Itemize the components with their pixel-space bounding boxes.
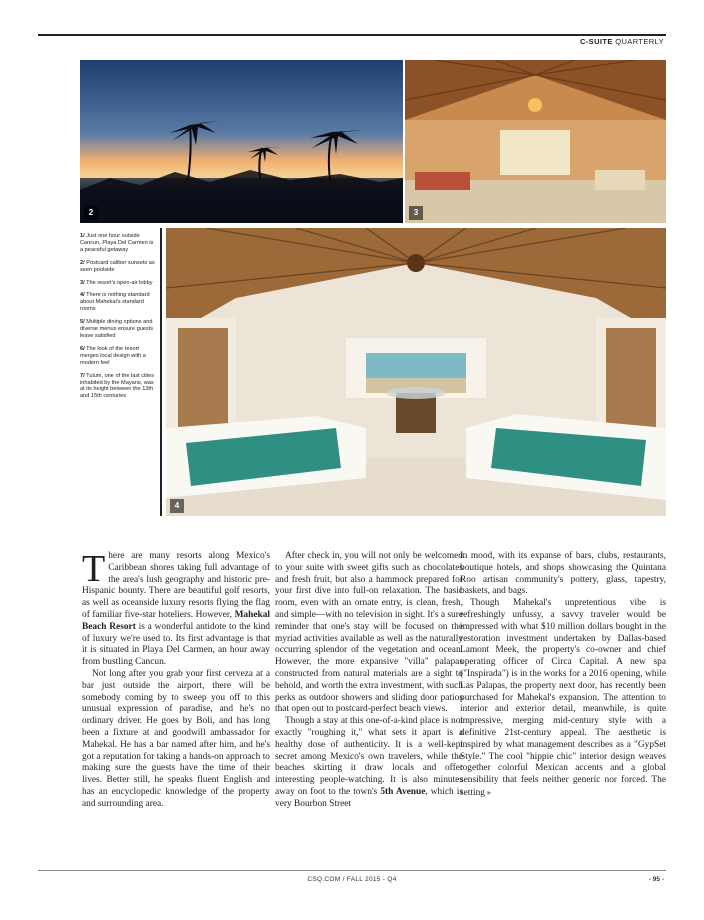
lobby-image xyxy=(405,60,666,223)
article-column-1 xyxy=(82,551,270,861)
header-rule xyxy=(38,34,666,36)
caption-item xyxy=(80,260,158,274)
page-number: - 95 - xyxy=(648,876,664,883)
caption-number: 4/ xyxy=(80,292,85,299)
caption-text: Just one hour outside Cancun, Playa Del Carmen is a peaceful getaway xyxy=(80,233,154,253)
header-brand: C-SUITE QUARTERLY xyxy=(579,37,664,46)
photo-captions xyxy=(80,233,158,513)
article-paragraph: Not long after you grab your first cerveza at a bar just outside the airport, there will be somebody coming by to sweep you off to this unusual expression of paradise, and he's no ordinary driver. He goes by Boli, and has long been a fixture at and goodwill ambassador for Mahekal. He has a bar named after him, and he's got a reputation for taking a hands-on approach to making sure the guests have the time of their lives. Better still, he speaks fluent English and has an encyclopedic knowledge of the property and surrounding area. xyxy=(82,668,270,809)
continue-arrow-icon: ▸ xyxy=(487,787,492,797)
caption-number: 7/ xyxy=(80,372,85,379)
article-paragraph: After check in, you will not only be welcomed to your suite with sweet gifts such as chocolates and fresh fruit, but also a hammock prepared for your first dive into full-on relaxation. The basic room, even with an ornate entry, is clean, fresh, and simple—with no television in sight. It's a sure reminder that one's stay will be focused on the myriad activities available as well as the naturally occurring splendor of the vegetation and ocean. However, the more expansive "villa" palapas constructed from natural materials are a sight to behold, and worth the extra investment, with such perks as outdoor showers and sliding door patios that open out to postcard-perfect beach views. xyxy=(275,551,463,715)
caption-item xyxy=(80,280,158,287)
photo-sunset-pool xyxy=(80,60,403,223)
article-paragraph: in mood, with its expanse of bars, clubs, restaurants, boutique hotels, and shops showcasing the Quintana Roo artisan community's pottery, glass, tapestry, baskets, and bags. xyxy=(460,551,666,597)
article-paragraph: Though Mahekal's unpretentious vibe is refreshingly unfussy, a savvy traveler would be impressed with what $10 million dollars bought in the restoration investment undertaken by Dallas-based Lamont Meek, the property's co-owner and chief operating officer of Circa Capital. A new spa ("Inspirada") is in the works for a 2016 opening, while Las Palapas, the property next door, has recently been purchased for Mahekal's expansion. The attention to interior and exterior detail, meanwhile, is quite impressive, merging mid-century style with a definitive 21st-century appeal. The aesthetic is inspired by what management describes as a "GypSet Style." The cool "hippie chic" interior design weaves together colorful Mexican accents and a global sensibility that feels neither generic nor forced. The setting ▸ xyxy=(460,598,666,798)
caption-item xyxy=(80,292,158,313)
caption-number: 2/ xyxy=(80,259,85,266)
caption-text: The resort's open-air lobby xyxy=(86,279,153,286)
drop-cap: T xyxy=(82,551,106,590)
article-paragraph: Though a stay at this one-of-a-kind place is not exactly "roughing it," what sets it apart is a healthy dose of authenticity. It is a well-kept secret among Mexico's own travelers, while the beaches skirting it draw locals and offer interesting people-watching. It is also minutes away on foot to the town's 5th Avenue, which is very Bourbon Street xyxy=(275,716,463,809)
photo-lobby xyxy=(405,60,666,223)
photo-number: 2 xyxy=(84,206,98,220)
photo-number: 3 xyxy=(409,206,423,220)
caption-text: Multiple dining options and diverse menus ensure guests leave satisfied xyxy=(80,319,154,339)
caption-item xyxy=(80,373,158,401)
photo-number: 4 xyxy=(170,499,184,513)
suite-room-image xyxy=(166,228,666,516)
footer-publication: CSQ.COM / FALL 2015 - Q4 xyxy=(307,876,397,883)
caption-item xyxy=(80,319,158,340)
article-column-3 xyxy=(460,551,666,861)
article-paragraph: There are many resorts along Mexico's Caribbean shores taking full advantage of the area's lush geography and historic pre-Hispanic bounty. There are beautiful golf resorts, as well as oceanside luxury resorts flying the flag of familiar five-star hoteliers. However, Mahekal Beach Resort is a wonderful antidote to the kind of luxury we're used to. Its first advantage is that it is situated in Playa Del Carmen, an hour away from bustling Cancun. xyxy=(82,551,270,668)
article-column-2 xyxy=(275,551,463,861)
photo-suite-room xyxy=(166,228,666,516)
footer-rule xyxy=(38,870,666,871)
caption-item xyxy=(80,346,158,367)
sunset-pool-image xyxy=(80,60,403,223)
caption-number: 1/ xyxy=(80,233,85,239)
caption-divider xyxy=(160,228,162,516)
resort-name: Mahekal Beach Resort xyxy=(82,609,270,632)
caption-number: 3/ xyxy=(80,279,85,286)
caption-number: 6/ xyxy=(80,345,85,352)
caption-item xyxy=(80,233,158,254)
caption-number: 5/ xyxy=(80,319,85,326)
caption-text: Tulum, one of the last cities inhabited by the Mayans, was at its height between the 13th and 15th centuries xyxy=(80,372,155,400)
street-name: 5th Avenue xyxy=(380,786,426,797)
caption-text: Postcard caliber sunsets as seen poolside xyxy=(80,259,155,273)
caption-text: There is nothing standard about Mahekal's standard rooms xyxy=(80,292,150,313)
caption-text: The look of the resort merges local design with a modern feel xyxy=(80,345,146,366)
